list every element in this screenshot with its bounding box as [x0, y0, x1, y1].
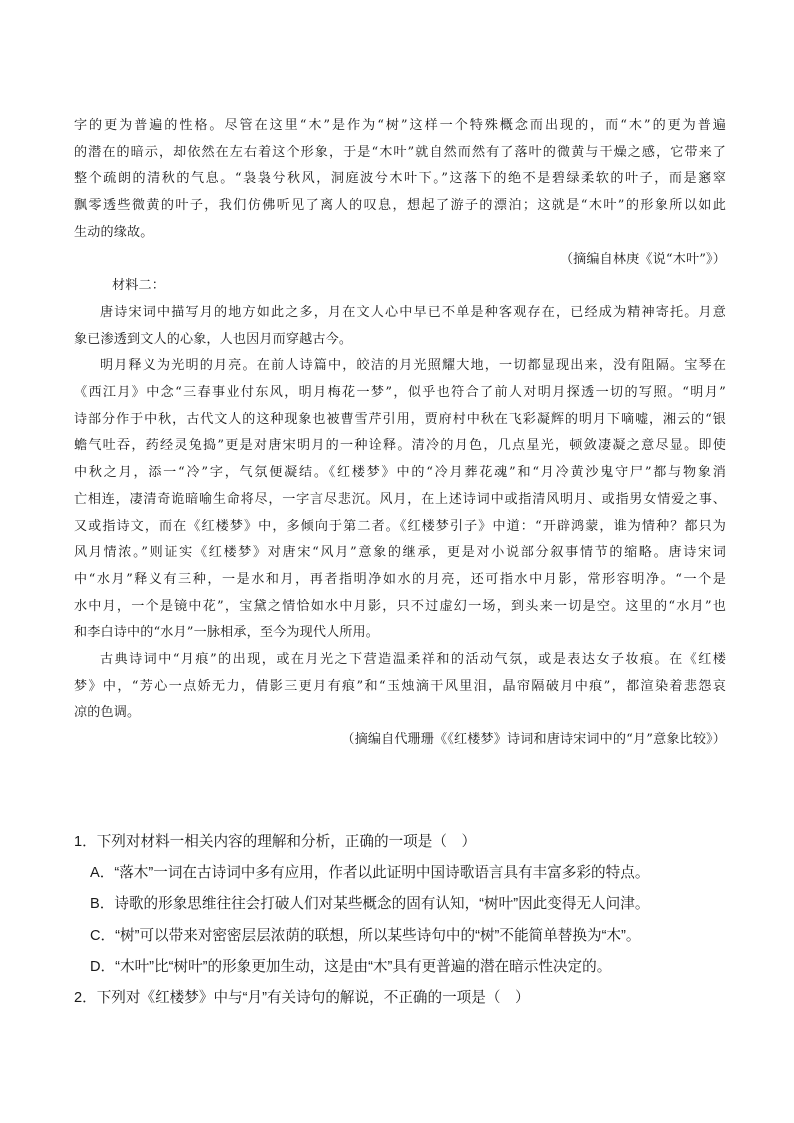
text-line: 中“水月”释义有三种，一是水和月，再者指明净如水的月亮，还可指水中月影，常形容明净。“一个是	[74, 571, 726, 587]
text-line: 象已渗透到文人的心象，人也因月而穿越古今。	[74, 331, 353, 347]
question-1-stem: 1．下列对材料一相关内容的理解和分析，正确的一项是（ ）	[74, 834, 477, 850]
text-line: 蟾气吐吞，药经灵兔捣”更是对唐宋明月的一种诠释。清冷的月色，几点星光，顿敛凄凝之意尽显。即使	[74, 438, 726, 454]
text-line: 古典诗词中“月痕”的出现，或在月光之下营造温柔祥和的活动气氛，或是表达女子妆痕。在《红楼	[100, 652, 726, 668]
questions	[74, 827, 726, 1014]
text-line: 字的更为普遍的性格。尽管在这里“木”是作为“树”这样一个特殊概念而出现的，而“木”的更为普遍	[74, 118, 726, 133]
text-line: 明月释义为光明的月亮。在前人诗篇中，皎洁的月光照耀大地，一切都显现出来，没有阻隔。宝琴在	[100, 358, 726, 374]
text-line: 整个疏朗的清秋的气息。“袅袅兮秋风，洞庭波兮木叶下。”这落下的绝不是碧绿柔软的叶子，而是窸窣	[74, 171, 726, 187]
question-1-option-d[interactable]: D．“木叶”比“树叶”的形象更加生动，这是由“木”具有更普遍的潜在暗示性决定的。	[90, 958, 612, 975]
material1-source: （摘编自林庚《说“木叶”》）	[559, 251, 726, 267]
question-2-stem: 2．下列对《红楼梦》中与“月”有关诗句的解说，不正确的一项是（ ）	[74, 990, 530, 1007]
question-1-option-b[interactable]: B．诗歌的形象思维往往会打破人们对某些概念的固有认知，“树叶”因此变得无人问津。	[90, 896, 650, 913]
reading-material	[74, 113, 726, 754]
question-1-option-c[interactable]: C．“树”可以带来对密密层层浓荫的联想，所以某些诗句中的“树”不能简单替换为“木”。	[90, 927, 641, 944]
text-line: 飘零透些微黄的叶子，我们仿佛听见了离人的叹息，想起了游子的漂泊；这就是“木叶”的形象所以如此	[74, 198, 726, 214]
material2-heading: 材料二：	[112, 278, 165, 294]
text-line: 和李白诗中的“水月”一脉相承，至今为现代人所用。	[74, 625, 380, 641]
text-line: 的潜在的暗示，却依然在左右着这个形象，于是“木叶”就自然而然有了落叶的微黄与干燥之感，它带来了	[74, 144, 726, 160]
text-line: 亡相连，凄清奇诡暗喻生命将尽，一字言尽悲沉。风月，在上述诗词中或指清风明月、或指男女情爱之事、	[74, 491, 726, 507]
text-line: 《西江月》中念“三春事业付东风，明月梅花一梦”，似乎也符合了前人对明月探透一切的写照。“明月”	[74, 385, 726, 401]
text-line: 诗部分作于中秋，古代文人的这种现象也被曹雪芹引用，贾府村中秋在飞彩凝辉的明月下嘀嘘，湘云的“银	[74, 411, 726, 427]
text-line: 生动的缘故。	[74, 224, 154, 240]
text-line: 中秋之月，添一“冷”字，气氛便凝结。《红楼梦》中的“冷月葬花魂”和“月冷黄沙鬼守尸”都与物象消	[74, 465, 726, 481]
text-line: 梦》中，“芳心一点娇无力，倩影三更月有痕”和“玉烛滴干风里泪，晶帘隔破月中痕”，都渲染着悲怨哀	[74, 678, 726, 694]
material2-source: （摘编自代珊珊《《红楼梦》诗词和唐诗宋词中的“月”意象比较》）	[341, 732, 726, 748]
text-line: 水中月，一个是镜中花”，宝黛之情恰如水中月影，只不过虚幻一场，到头来一切是空。这里的“水月”也	[74, 598, 726, 614]
text-line: 唐诗宋词中描写月的地方如此之多，月在文人心中早已不单是种客观存在，已经成为精神寄托。月意	[100, 304, 726, 320]
text-line: 凉的色调。	[74, 705, 141, 721]
text-line: 又或指诗文，而在《红楼梦》中，多倾向于第二者。《红楼梦引子》中道：“开辟鸿蒙，谁为情种？都只为	[74, 518, 726, 534]
text-line: 风月情浓。”则证实《红楼梦》对唐宋“风月”意象的继承，更是对小说部分叙事情节的缩略。唐诗宋词	[74, 545, 726, 561]
question-1-option-a[interactable]: A．“落木”一词在古诗词中多有应用，作者以此证明中国诗歌语言具有丰富多彩的特点。	[90, 865, 650, 882]
